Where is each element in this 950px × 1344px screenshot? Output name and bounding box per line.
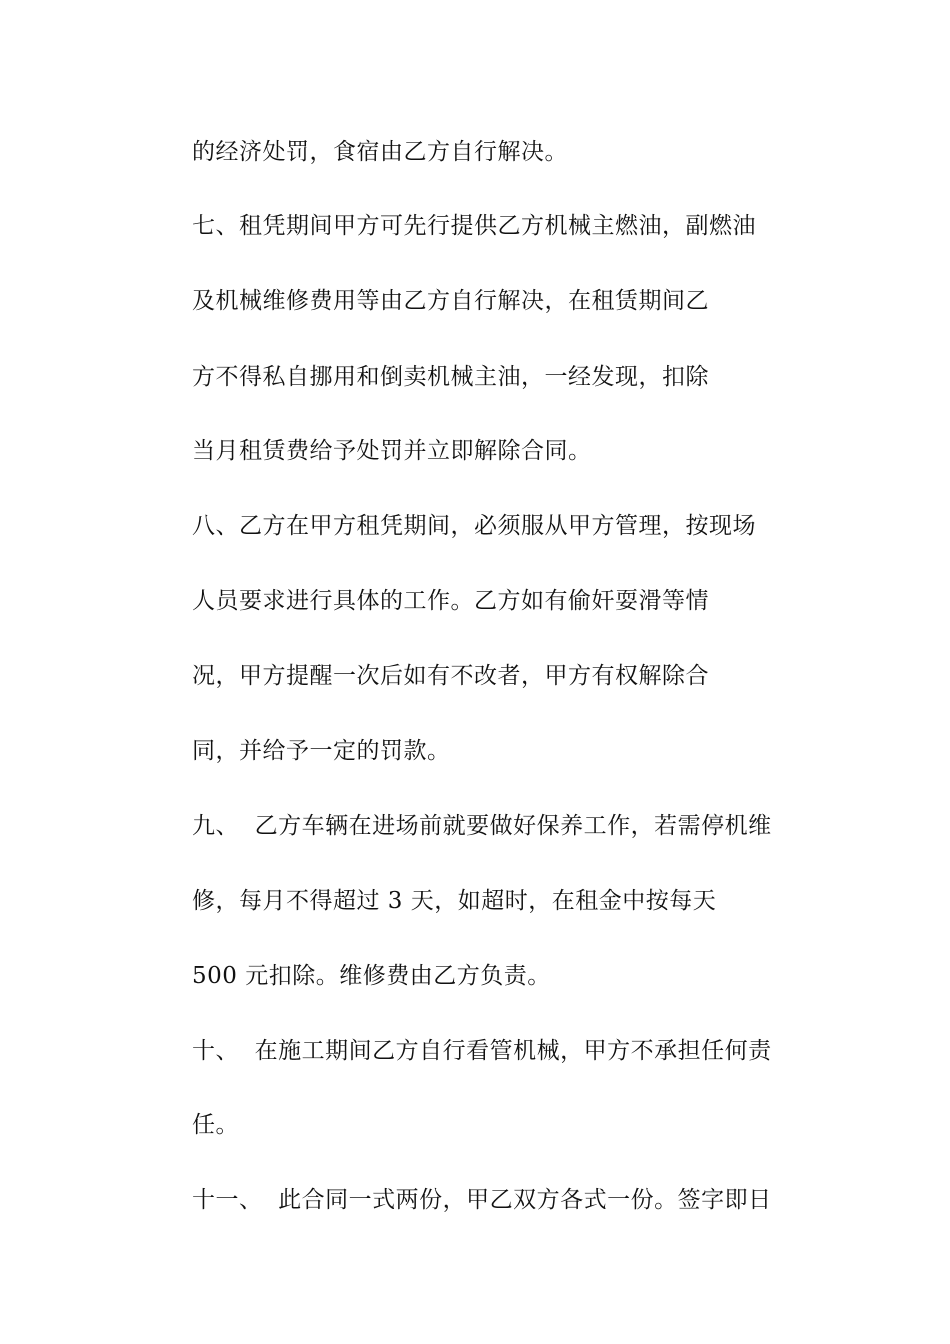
text-line: 九、 乙方车辆在进场前就要做好保养工作，若需停机维 xyxy=(192,813,772,839)
text-line: 方不得私自挪用和倒卖机械主油，一经发现，扣除 xyxy=(192,364,709,390)
text-line: 十、 在施工期间乙方自行看管机械，甲方不承担任何责 xyxy=(192,1038,772,1064)
text-line: 500 元扣除。维修费由乙方负责。 xyxy=(192,963,551,989)
text-line: 七、租凭期间甲方可先行提供乙方机械主燃油，副燃油 xyxy=(192,213,756,239)
text-line: 十一、 此合同一式两份，甲乙双方各式一份。签字即日 xyxy=(192,1187,772,1213)
text-line: 任。 xyxy=(192,1112,239,1138)
text-line: 及机械维修费用等由乙方自行解决，在租赁期间乙 xyxy=(192,288,709,314)
text-line: 人员要求进行具体的工作。乙方如有偷奸耍滑等情 xyxy=(192,588,709,614)
text-line: 八、乙方在甲方租凭期间，必须服从甲方管理，按现场 xyxy=(192,513,756,539)
text-line: 的经济处罚，食宿由乙方自行解决。 xyxy=(192,139,568,165)
text-line: 况，甲方提醒一次后如有不改者，甲方有权解除合 xyxy=(192,663,709,689)
text-line: 同，并给予一定的罚款。 xyxy=(192,738,451,764)
text-line: 修，每月不得超过 3 天，如超时，在租金中按每天 xyxy=(192,888,717,914)
text-line: 当月租赁费给予处罚并立即解除合同。 xyxy=(192,438,592,464)
